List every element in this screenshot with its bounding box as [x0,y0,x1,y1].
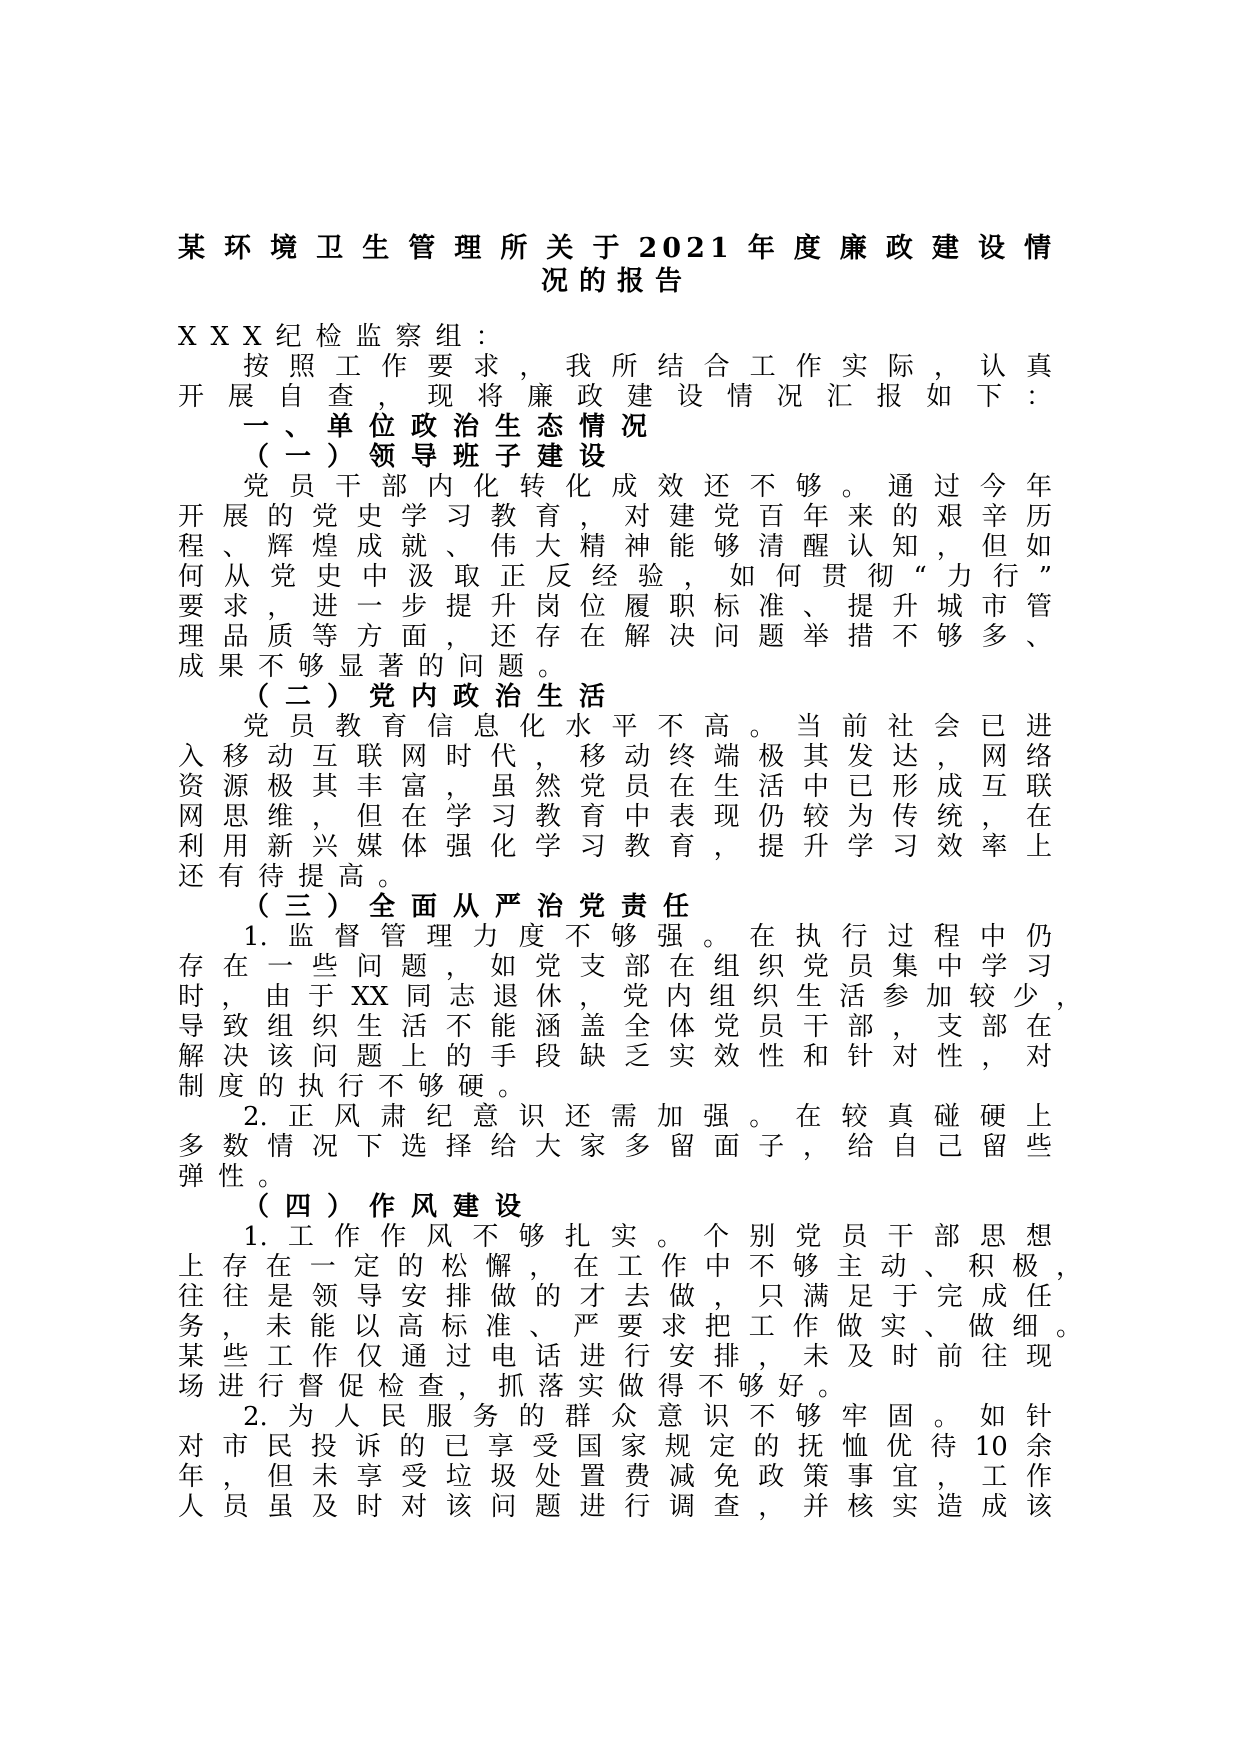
paragraph-line: 党员干部内化转化成效还不够。通过今年 [243,472,1052,502]
paragraph-line: 1.工作作风不够扎实。个别党员干部思想 [243,1222,1052,1252]
paragraph-line: 理品质等方面，还存在解决问题举措不够多、 [178,622,1052,652]
paragraph-line: 上存在一定的松懈，在工作中不够主动、积极， [178,1252,1082,1282]
paragraph-line: 还有待提高。 [178,862,419,892]
paragraph-line: 网思维，但在学习教育中表现仍较为传统，在 [178,802,1052,832]
paragraph-line: 入移动互联网时代，移动终端极其发达，网络 [178,742,1052,772]
paragraph-line: 利用新兴媒体强化学习教育，提升学习效率上 [178,832,1052,862]
paragraph-line: 开展自查，现将廉政建设情况汇报如下： [178,382,1052,412]
paragraph-line: 制度的执行不够硬。 [178,1072,539,1102]
paragraph-line: 按照工作要求，我所结合工作实际，认真 [243,352,1052,382]
paragraph-line: 弹性。 [178,1162,299,1192]
paragraph-line: 人员虽及时对该问题进行调查，并核实造成该 [178,1492,1052,1522]
subsection-heading: （二）党内政治生活 [243,682,622,712]
paragraph-line: 对市民投诉的已享受国家规定的抚恤优待10余 [178,1432,1052,1462]
paragraph-line: 开展的党史学习教育，对建党百年来的艰辛历 [178,502,1052,532]
paragraph-line: 多数情况下选择给大家多留面子，给自己留些 [178,1132,1052,1162]
paragraph-line: 1.监督管理力度不够强。在执行过程中仍 [243,922,1052,952]
paragraph-line: 存在一些问题，如党支部在组织党员集中学习 [178,952,1052,982]
paragraph-line: 2.为人民服务的群众意识不够牢固。如针 [243,1402,1052,1432]
document-title-line-1: 某环境卫生管理所关于2021年度廉政建设情 [178,233,1056,264]
subsection-heading: （三）全面从严治党责任 [243,892,706,922]
paragraph-line: 场进行督促检查，抓落实做得不够好。 [178,1372,859,1402]
paragraph-line: 某些工作仅通过电话进行安排，未及时前往现 [178,1342,1052,1372]
paragraph-line: 往往是领导安排做的才去做，只满足于完成任 [178,1282,1052,1312]
subsection-heading: （一）领导班子建设 [243,442,622,472]
paragraph-line: 导致组织生活不能涵盖全体党员干部，支部在 [178,1012,1052,1042]
paragraph-line: 程、辉煌成就、伟大精神能够清醒认知，但如 [178,532,1052,562]
subsection-heading: （四）作风建设 [243,1192,538,1222]
paragraph-line: 要求，进一步提升岗位履职标准、提升城市管 [178,592,1052,622]
paragraph-line: 解决该问题上的手段缺乏实效性和针对性，对 [178,1042,1052,1072]
paragraph-line: 何从党史中汲取正反经验，如何贯彻“力行” [178,562,1052,592]
paragraph-line: 资源极其丰富，虽然党员在生活中已形成互联 [178,772,1052,802]
paragraph-line: 时，由于XX同志退休，党内组织生活参加较少， [178,982,1082,1012]
paragraph-line: 2.正风肃纪意识还需加强。在较真碰硬上 [243,1102,1052,1132]
paragraph-line: 成果不够显著的问题。 [178,652,579,682]
section-heading: 一、单位政治生态情况 [243,412,664,442]
paragraph-line: 党员教育信息化水平不高。当前社会已进 [243,712,1052,742]
paragraph-line: 年，但未享受垃圾处置费减免政策事宜，工作 [178,1462,1052,1492]
paragraph-line: 务，未能以高标准、严要求把工作做实、做细。 [178,1312,1082,1342]
document-title-line-2: 况的报告 [541,266,693,297]
salutation: XXX纪检监察组： [178,322,516,352]
